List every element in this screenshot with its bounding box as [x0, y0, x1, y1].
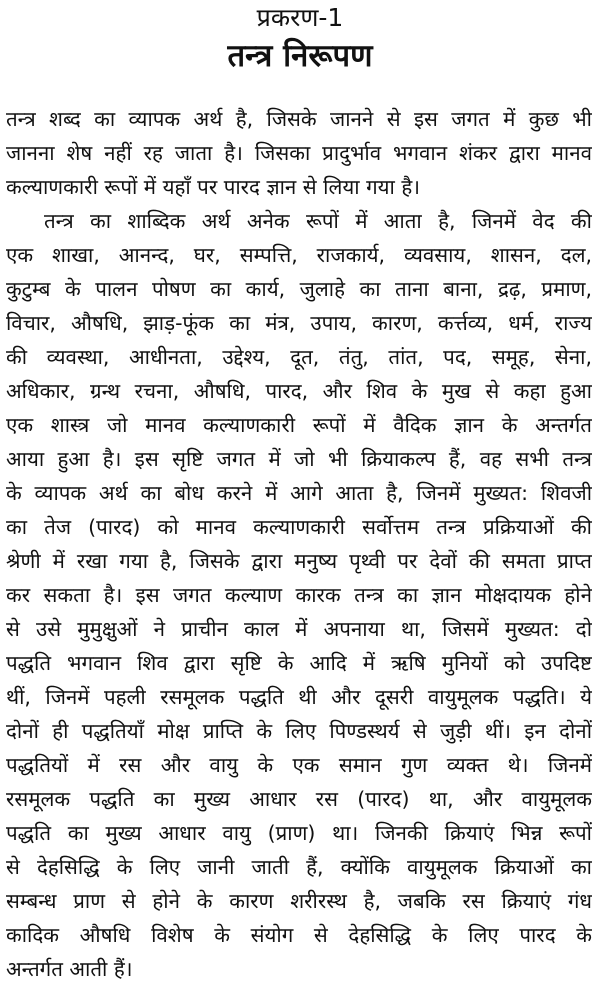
text-line: आया हुआ है। इस सृष्टि जगत में जो भी क्रियाकल्प हैं, वह सभी तन्त्र: [6, 447, 592, 471]
text-line: कर सकता है। इस जगत कल्याण कारक तन्त्र का ज्ञान मोक्षदायक होने: [6, 583, 592, 607]
text-line: दोनों ही पद्धतियाँ मोक्ष प्राप्ति के लिए पिण्डस्थर्य से जुड़ी थीं। इन दोनों: [6, 719, 592, 743]
text-line: से देहसिद्धि के लिए जानी जाती हैं, क्योंकि वायुमूलक क्रियाओं का: [6, 855, 592, 879]
text-line: का तेज (पारद) को मानव कल्याणकारी सर्वोत्तम तन्त्र प्रक्रियाओं की: [6, 515, 592, 539]
text-line: जानना शेष नहीं रह जाता है। जिसका प्रादुर्भाव भगवान शंकर द्वारा मानव: [6, 141, 592, 165]
text-line: पद्धति भगवान शिव द्वारा सृष्टि के आदि में ऋषि मुनियों को उपदिष्ट: [6, 651, 592, 675]
text-line: तन्त्र शब्द का व्यापक अर्थ है, जिसके जानने से इस जगत में कुछ भी: [6, 107, 592, 131]
text-line: विचार, औषधि, झाड़-फूंक का मंत्र, उपाय, कारण, कर्त्तव्य, धर्म, राज्य: [6, 311, 592, 335]
text-line: की व्यवस्था, आधीनता, उद्देश्य, दूत, तंतु, तांत, पद, समूह, सेना,: [6, 345, 592, 369]
text-line: श्रेणी में रखा गया है, जिसके द्वारा मनुष्य पृथ्वी पर देवों की समता प्राप्त: [6, 549, 592, 573]
text-line: पद्धति का मुख्य आधार वायु (प्राण) था। जिनकी क्रियाएं भिन्न रूपों: [6, 821, 592, 845]
chapter-label: प्रकरण-1: [256, 3, 344, 32]
text-line: कुटुम्ब के पालन पोषण का कार्य, जुलाहे का ताना बाना, द्रढ़, प्रमाण,: [6, 277, 592, 301]
text-line: कल्याणकारी रूपों में यहाँ पर पारद ज्ञान से लिया गया है।: [6, 175, 421, 199]
text-line: अधिकार, ग्रन्थ रचना, औषधि, पारद, और शिव के मुख से कहा हुआ: [6, 379, 592, 403]
chapter-title: तन्त्र निरूपण: [227, 38, 373, 74]
text-line: से उसे मुमुक्षुओं ने प्राचीन काल में अपनाया था, जिसमें मुख्यत: दो: [6, 617, 592, 641]
text-line: सम्बन्ध प्राण से होने के कारण शरीरस्थ है, जबकि रस क्रियाएं गंध: [6, 889, 592, 913]
text-line: अन्तर्गत आती हैं।: [6, 957, 133, 981]
text-line: के व्यापक अर्थ का बोध करने में आगे आता है, जिनमें मुख्यत: शिवजी: [6, 481, 592, 505]
text-line: तन्त्र का शाब्दिक अर्थ अनेक रूपों में आता है, जिनमें वेद की: [44, 209, 592, 233]
text-line: कादिक औषधि विशेष के संयोग से देहसिद्धि के लिए पारद के: [6, 923, 592, 947]
text-line: एक शास्त्र जो मानव कल्याणकारी रूपों में वैदिक ज्ञान के अन्तर्गत: [6, 413, 592, 437]
text-line: रसमूलक पद्धति का मुख्य आधार रस (पारद) था, और वायुमूलक: [6, 787, 592, 811]
text-line: पद्धतियों में रस और वायु के एक समान गुण व्यक्त थे। जिनमें: [6, 753, 592, 777]
text-line: थीं, जिनमें पहली रसमूलक पद्धति थी और दूसरी वायुमूलक पद्धति। ये: [6, 685, 592, 709]
body-text: [6, 102, 592, 986]
text-line: एक शाखा, आनन्द, घर, सम्पत्ति, राजकार्य, व्यवसाय, शासन, दल,: [6, 243, 592, 267]
